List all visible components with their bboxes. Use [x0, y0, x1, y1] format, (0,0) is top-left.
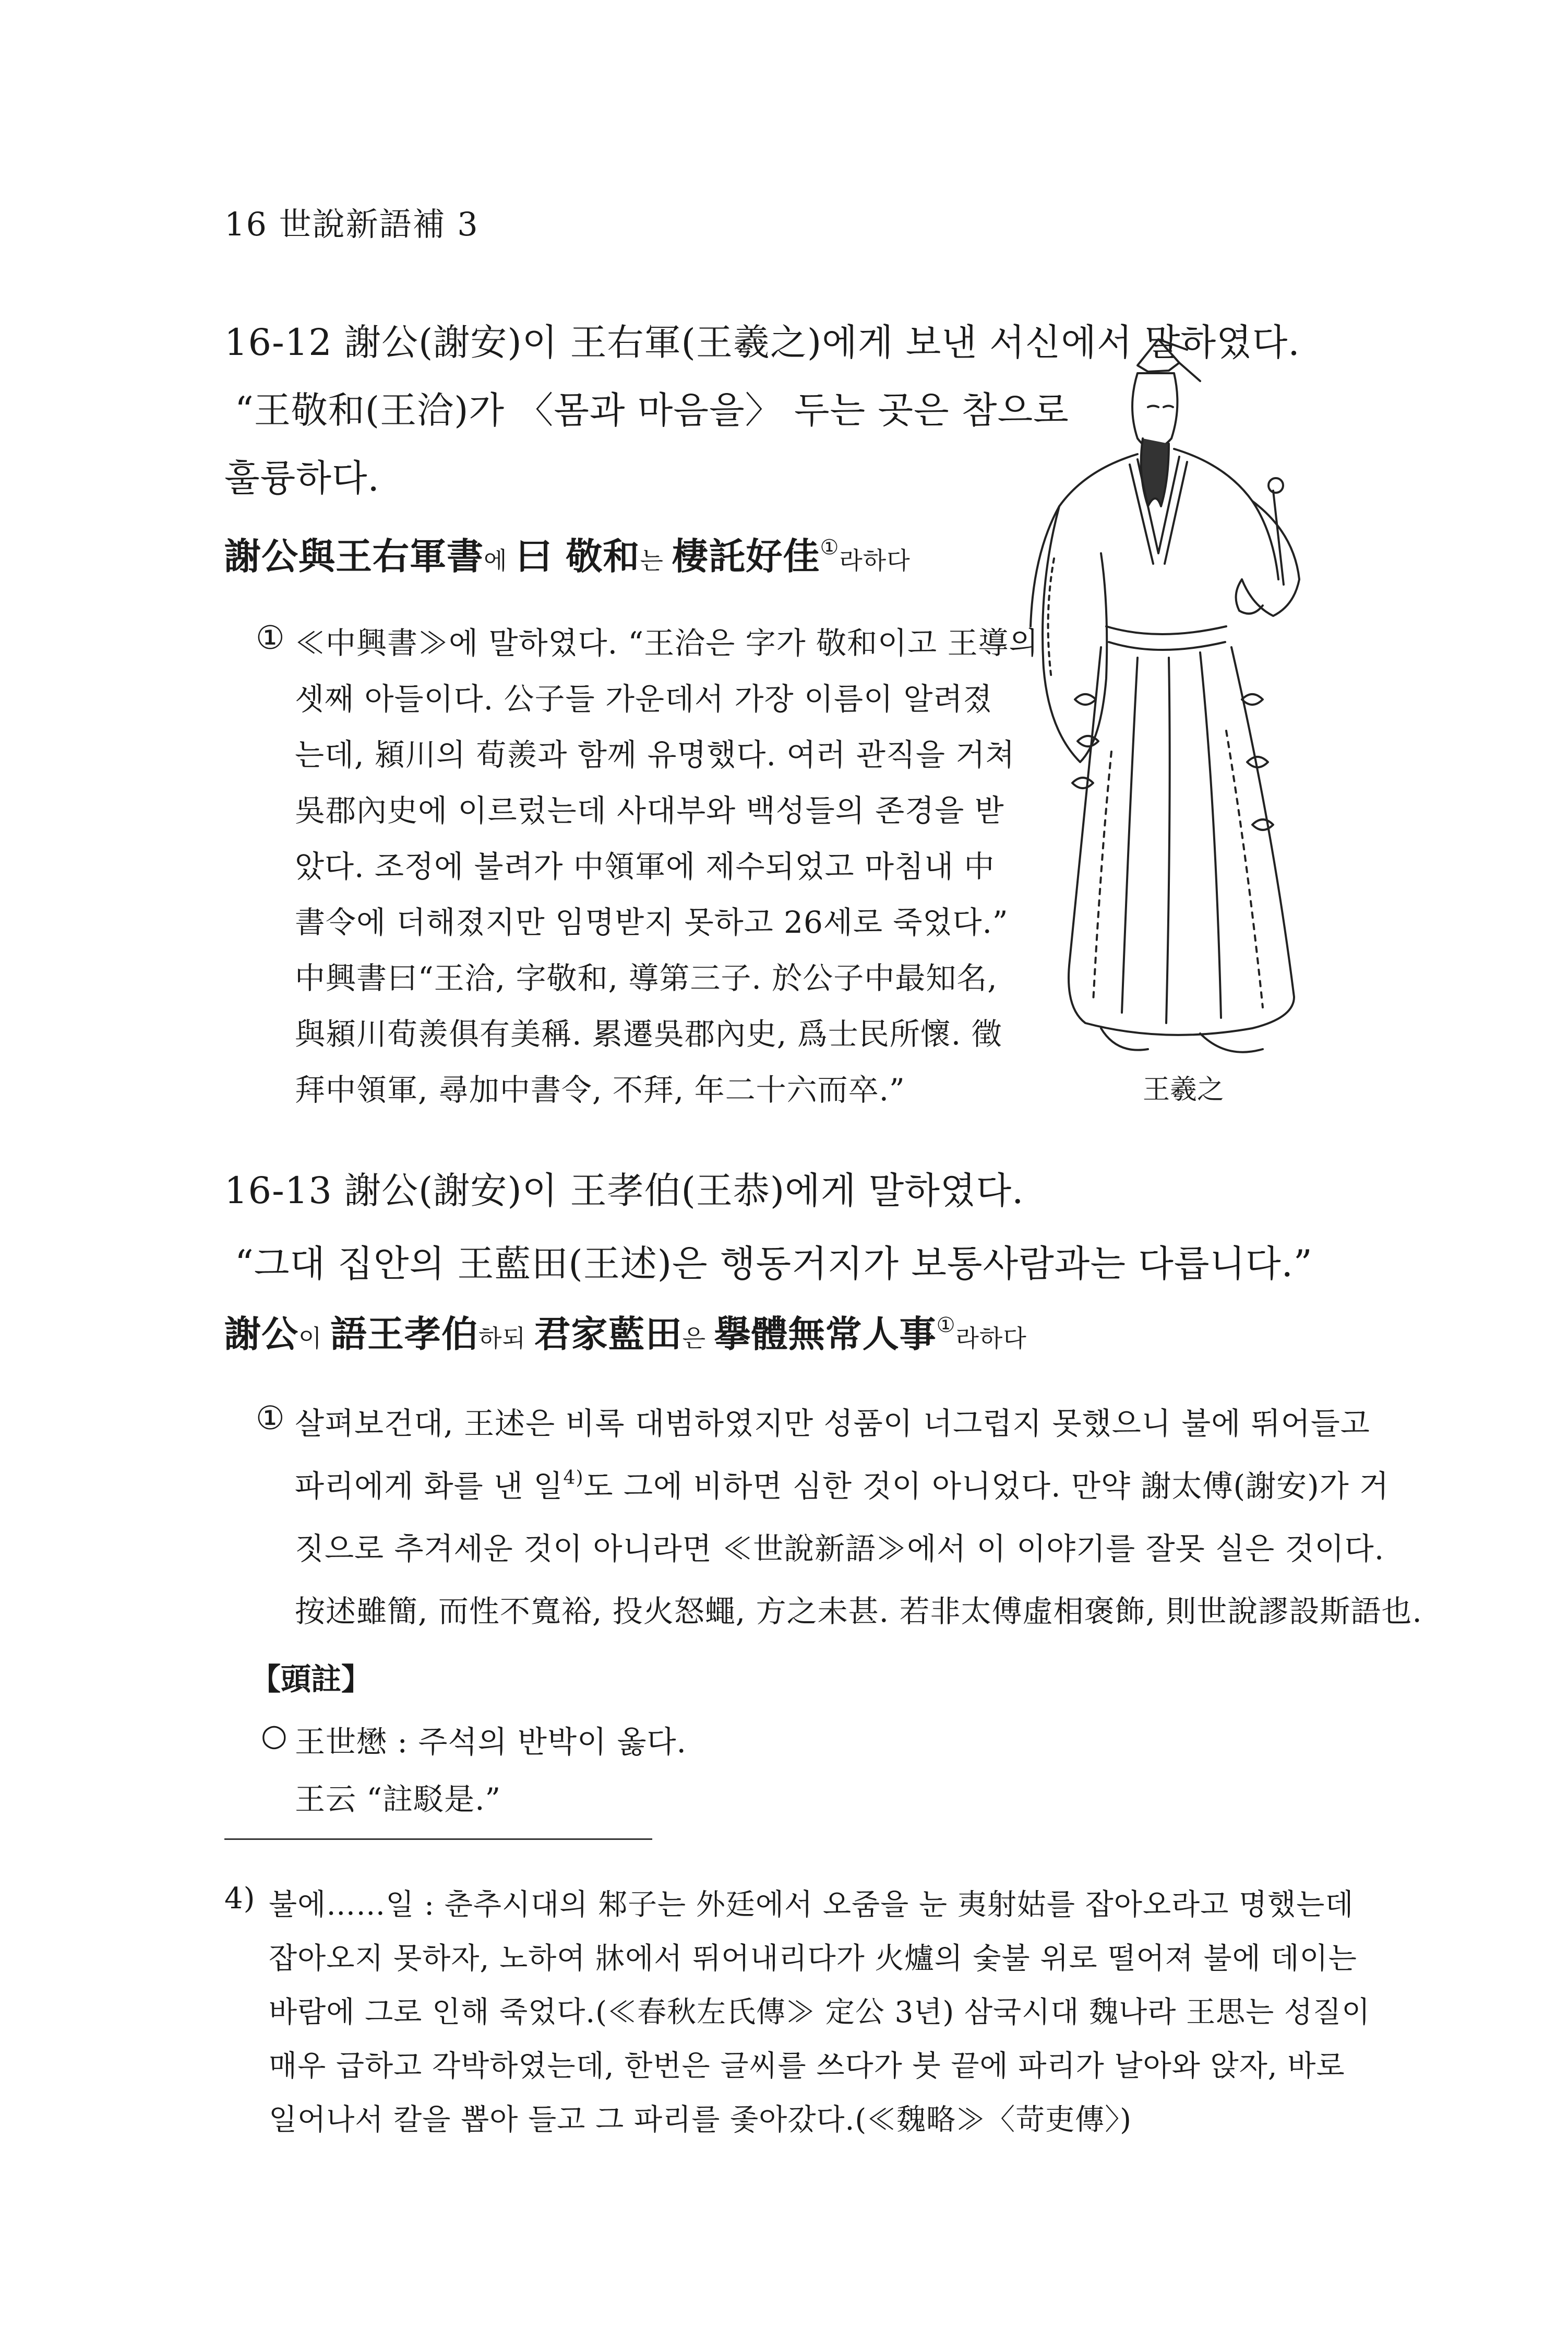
section-13-note-line [295, 1461, 1389, 1505]
original-phrase: 謝公與王右軍書 [224, 534, 484, 578]
original-phrase: 謝公 [224, 1312, 298, 1356]
wang-xizhi-portrait-illustration [981, 334, 1357, 1075]
original-ending: 라하다 [955, 1324, 1027, 1352]
original-phrase: 棲託好佳 [672, 534, 820, 578]
note-marker: ① [256, 619, 285, 657]
section-13-note-line: 짓으로 추겨세운 것이 아니라면 ≪世說新語≫에서 이 이야기를 잘못 실은 것이다. [295, 1531, 1385, 1566]
footnote-reference: 4) [563, 1467, 584, 1489]
note-reference-marker: ① [820, 536, 840, 560]
section-13-note-line: 살펴보건대, 王述은 비록 대범하였지만 성품이 너그럽지 못했으니 불에 뛰어들고 [295, 1406, 1370, 1441]
original-phrase: 君家藍田 [534, 1312, 683, 1356]
section-13-note-line: 按述雖簡, 而性不寬裕, 投火怒蠅, 方之未甚. 若非太傅虛相褒飾, 則世說謬設斯語也. [295, 1594, 1422, 1629]
note-reference-marker: ① [936, 1313, 956, 1337]
section-12-note-line: 中興書曰“王洽, 字敬和, 導第三子. 於公子中最知名, [295, 960, 998, 996]
original-ending: 라하다 [839, 546, 911, 575]
section-12-note-line: 拜中領軍, 尋加中書令, 不拜, 年二十六而卒.” [295, 1072, 905, 1108]
section-12-note-line: 는데, 潁川의 荀羨과 함께 유명했다. 여러 관직을 거쳐 [295, 737, 1015, 773]
section-13-heading: 16-13 謝公(謝安)이 王孝伯(王恭)에게 말하였다. [224, 1169, 1024, 1212]
footnote-line: 바람에 그로 인해 죽었다.(≪春秋左氏傳≫ 定公 3년) 삼국시대 魏나라 王思는 성질이 [269, 1995, 1371, 2029]
footnote-line: 잡아오지 못하자, 노하여 牀에서 뛰어내리다가 火爐의 숯불 위로 떨어져 불에 데이는 [269, 1942, 1357, 1976]
section-12-note-line: 셋째 아들이다. 公子들 가운데서 가장 이름이 알려졌 [295, 681, 993, 717]
section-12-note-line: 았다. 조정에 불려가 中領軍에 제수되었고 마침내 中 [295, 849, 995, 884]
section-12-note-line: ≪中興書≫에 말하였다. “王洽은 字가 敬和이고 王導의 [295, 625, 1039, 661]
section-13-original-text [224, 1305, 1027, 1358]
footnote-divider [224, 1838, 652, 1840]
original-ending: 하되 [478, 1324, 534, 1352]
original-ending: 은 [682, 1324, 714, 1352]
original-phrase: 擧體無常人事 [714, 1312, 937, 1356]
footnote-line: 매우 급하고 각박하였는데, 한번은 글씨를 쓰다가 붓 끝에 파리가 날아와 앉자, 바로 [269, 2049, 1345, 2083]
portrait-caption: 王羲之 [1143, 1074, 1225, 1106]
original-ending: 는 [640, 546, 672, 575]
section-12-note-line: 吳郡內史에 이르렀는데 사대부와 백성들의 존경을 받 [295, 793, 1004, 828]
footnote-number: 4) [224, 1882, 256, 1916]
section-12-note-line: 與潁川荀羨俱有美稱. 累遷吳郡內史, 爲士民所懷. 徵 [295, 1016, 1002, 1052]
original-ending: 에 [484, 546, 516, 575]
touzhu-line: 王世懋 : 주석의 반박이 옳다. [295, 1724, 687, 1760]
touzhu-bullet: ○ [261, 1717, 288, 1753]
section-12-heading: 16-12 謝公(謝安)이 王右軍(王羲之)에게 보낸 서신에서 말하였다. [224, 321, 1300, 364]
touzhu-line: 王云 “註駁是.” [295, 1781, 501, 1817]
original-phrase: 曰 敬和 [516, 534, 640, 578]
footnote-line: 일어나서 칼을 뽑아 들고 그 파리를 좇아갔다.(≪魏略≫〈苛吏傳〉) [269, 2103, 1132, 2137]
section-12-translation-line1: “王敬和(王洽)가 〈몸과 마음을〉 두는 곳은 참으로 [235, 389, 1069, 432]
note-text: 파리에게 화를 낸 일 [295, 1468, 564, 1504]
touzhu-label: 【頭註】 [250, 1661, 372, 1697]
footnote-line: 불에……일 : 춘추시대의 邾子는 外廷에서 오줌을 눈 夷射姑를 잡아오라고 명했는데 [269, 1888, 1354, 1922]
section-13-translation: “그대 집안의 王藍田(王述)은 행동거지가 보통사람과는 다릅니다.” [235, 1242, 1313, 1285]
running-header: 16 世說新語補 3 [224, 205, 479, 243]
section-12-original-text [224, 527, 911, 580]
section-12-translation-line2: 훌륭하다. [224, 457, 380, 500]
original-ending: 이 [298, 1324, 331, 1352]
original-phrase: 語王孝伯 [330, 1312, 479, 1356]
section-12-note-line: 書令에 더해졌지만 임명받지 못하고 26세로 죽었다.” [295, 905, 1009, 940]
note-text: 도 그에 비하면 심한 것이 아니었다. 만약 謝太傅(謝安)가 거 [583, 1468, 1390, 1504]
note-marker: ① [256, 1399, 285, 1437]
